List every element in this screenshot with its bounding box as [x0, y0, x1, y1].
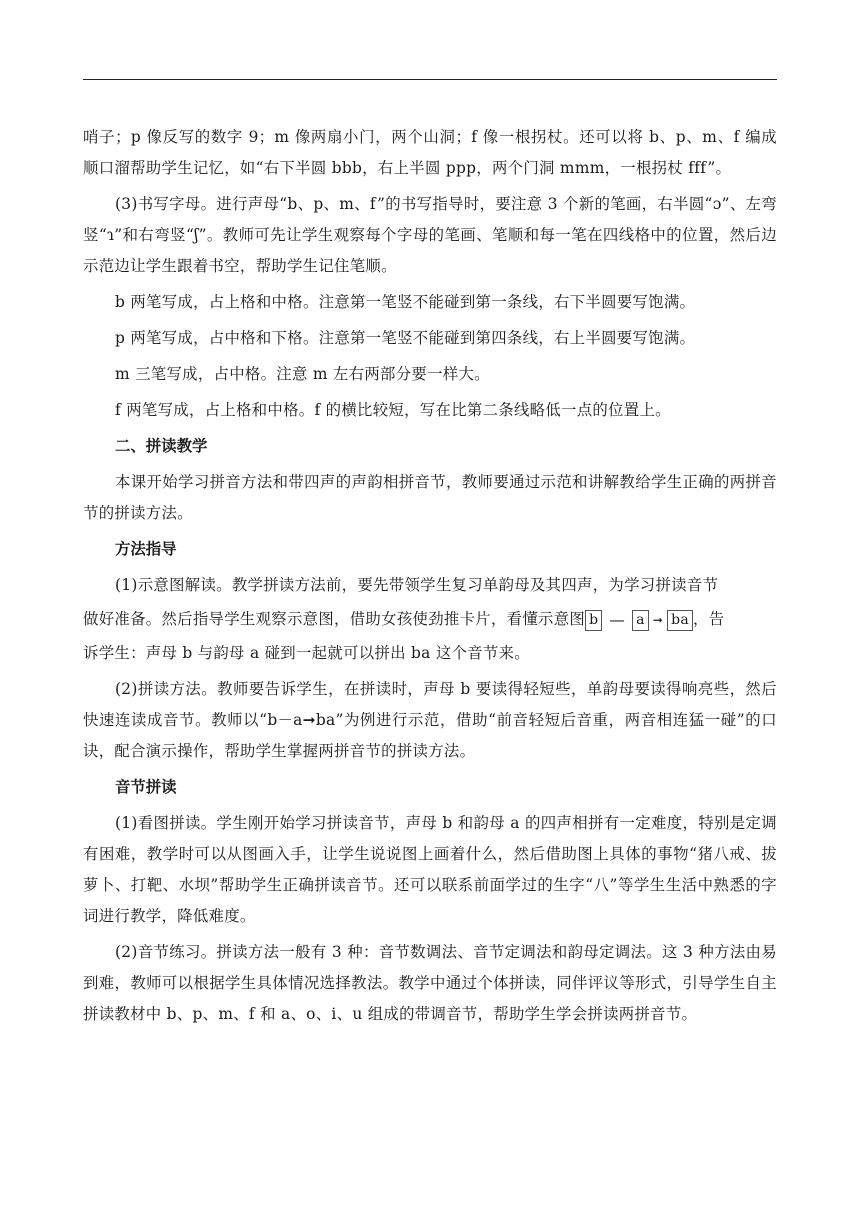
subsection-heading: 音节拼读	[115, 778, 177, 796]
paragraph: (3)书写字母。进行声母“b、p、m、f”的书写指导时，要注意 3 个新的笔画，右半圆“ɔ”、左弯竖“ɿ”和右弯竖“ʃ”。教师可先让学生观察每个字母的笔画、笔顺和每一笔在四线格中的位置，然后边示范边让学生跟着书空，帮助学生记住笔顺。	[83, 195, 777, 275]
text-run: 做好准备。然后指导学生观察示意图，借助女孩使劲推卡片，看懂示意图	[83, 610, 586, 628]
paragraph: (2)音节练习。拼读方法一般有 3 种：音节数调法、音节定调法和韵母定调法。这 3 种方法由易到难，教师可以根据学生具体情况选择教法。教学中通过个体拼读，同伴评议等形式，引导学生自主拼读教材中 b、p、m、f 和 a、o、i、u 组成的带调音节，帮助学生学会拼读两拼音节。	[83, 943, 777, 1023]
header-rule	[83, 79, 777, 80]
syllable-card-b: b	[585, 610, 602, 631]
paragraph: 本课开始学习拼音方法和带四声的声韵相拼音节，教师要通过示范和讲解教给学生正确的两拼音节的拼读方法。	[83, 473, 777, 522]
paragraph: m 三笔写成，占中格。注意 m 左右两部分要一样大。	[115, 365, 490, 383]
dash-glyph: —	[609, 611, 626, 629]
paragraph: (1)看图拼读。学生刚开始学习拼读音节，声母 b 和韵母 a 的四声相拼有一定难度，特别是定调有困难，教学时可以从图画入手，让学生说说图上画着什么，然后借助图上具体的事物“猪八戒、拔萝卜、打靶、水坝”帮助学生正确拼读音节。还可以联系前面学过的生字“八”等学生生活中熟悉的字词进行教学，降低难度。	[83, 814, 777, 925]
paragraph-with-diagram	[83, 601, 777, 638]
document-body	[83, 122, 777, 1030]
text-run: ，告	[693, 610, 725, 628]
arrow-icon: ➞	[652, 613, 664, 627]
syllable-card-a: a	[632, 610, 649, 631]
syllable-card-ba: ba	[667, 610, 693, 631]
paragraph: (1)示意图解读。教学拼读方法前，要先带领学生复习单韵母及其四声，为学习拼读音节	[115, 576, 719, 594]
section-heading: 二、拼读教学	[115, 437, 208, 455]
subsection-heading: 方法指导	[115, 540, 177, 558]
paragraph: p 两笔写成，占中格和下格。注意第一笔竖不能碰到第四条线，右上半圆要写饱满。	[115, 329, 696, 347]
paragraph: 哨子；p 像反写的数字 9；m 像两扇小门，两个山洞；f 像一根拐杖。还可以将 b、p、m、f 编成顺口溜帮助学生记忆，如“右下半圆 bbb，右上半圆 ppp，两个门洞 mmm，一根拐杖 fff”。	[83, 128, 777, 177]
paragraph: b 两笔写成，占上格和中格。注意第一笔竖不能碰到第一条线，右下半圆要写饱满。	[115, 293, 696, 311]
paragraph: f 两笔写成，占上格和中格。f 的横比较短，写在比第二条线略低一点的位置上。	[115, 401, 671, 419]
paragraph: (2)拼读方法。教师要告诉学生，在拼读时，声母 b 要读得轻短些，单韵母要读得响亮些，然后快速连读成音节。教师以“b－a➞ba”为例进行示范，借助“前音轻短后音重，两音相连猛一碰”的口诀，配合演示操作，帮助学生掌握两拼音节的拼读方法。	[83, 680, 777, 760]
paragraph: 诉学生：声母 b 与韵母 a 碰到一起就可以拼出 ba 这个音节来。	[83, 644, 530, 662]
